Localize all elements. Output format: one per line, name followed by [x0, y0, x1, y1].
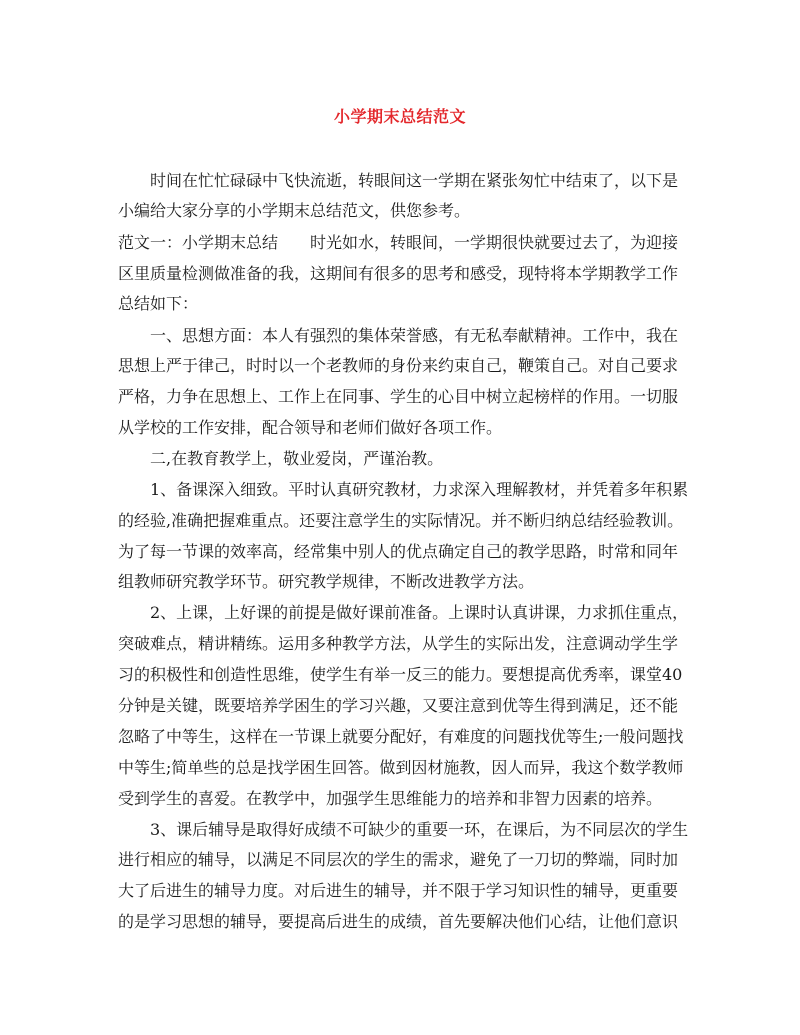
paragraph-line: 的经验,准确把握难重点。还要注意学生的实际情况。并不断归纳总结经验教训。 — [118, 511, 684, 530]
paragraph-line: 习的积极性和创造性思维，使学生有举一反三的能力。要想提高优秀率，课堂40 — [118, 665, 683, 684]
paragraph-line: 分钟是关键，既要培养学困生的学习兴趣，又要注意到优等生得到满足，还不能 — [118, 696, 679, 715]
paragraph-line: 3、课后辅导是取得好成绩不可缺少的重要一环，在课后，为不同层次的学生 — [150, 820, 689, 839]
paragraph-line: 区里质量检测做准备的我，这期间有很多的思考和感受，现特将本学期教学工作 — [118, 264, 679, 283]
paragraph-line: 的是学习思想的辅导，要提高后进生的成绩，首先要解决他们心结，让他们意识 — [118, 912, 679, 931]
paragraph-line: 严格，力争在思想上、工作上在同事、学生的心目中树立起榜样的作用。一切服 — [118, 387, 679, 406]
paragraph-line: 组教师研究教学环节。研究教学规律，不断改进教学方法。 — [118, 572, 535, 591]
paragraph-line: 二,在教育教学上，敬业爱岗，严谨治教。 — [150, 449, 444, 468]
paragraph-line: 一、思想方面：本人有强烈的集体荣誉感，有无私奉献精神。工作中，我在 — [150, 326, 679, 345]
paragraph-line: 进行相应的辅导，以满足不同层次的学生的需求，避免了一刀切的弊端，同时加 — [118, 850, 679, 869]
document-title: 小学期末总结范文 — [333, 107, 466, 126]
paragraph-line: 受到学生的喜爱。在教学中，加强学生思维能力的培养和非智力因素的培养。 — [118, 789, 663, 808]
paragraph-line: 思想上严于律己，时时以一个老教师的身份来约束自己，鞭策自己。对自己要求 — [118, 356, 679, 375]
paragraph-line: 突破难点，精讲精练。运用多种教学方法，从学生的实际出发，注意调动学生学 — [118, 634, 679, 653]
paragraph-line: 为了每一节课的效率高，经常集中别人的优点确定自己的教学思路，时常和同年 — [118, 542, 679, 561]
paragraph-line: 大了后进生的辅导力度。对后进生的辅导，并不限于学习知识性的辅导，更重要 — [118, 881, 679, 900]
paragraph-line: 中等生;简单些的总是找学困生回答。做到因材施教，因人而异，我这个数学教师 — [118, 758, 684, 777]
paragraph-line: 总结如下： — [118, 294, 199, 313]
paragraph-line: 时间在忙忙碌碌中飞快流逝，转眼间这一学期在紧张匆忙中结束了，以下是 — [150, 171, 679, 190]
paragraph-line: 从学校的工作安排，配合领导和老师们做好各项工作。 — [118, 418, 503, 437]
paragraph-line: 1、备课深入细致。平时认真研究教材，力求深入理解教材，并凭着多年积累 — [150, 480, 689, 499]
paragraph-line: 小编给大家分享的小学期末总结范文，供您参考。 — [118, 201, 471, 220]
paragraph-line: 忽略了中等生，这样在一节课上就要分配好，有难度的问题找优等生;一般问题找 — [118, 727, 684, 746]
paragraph-line: 2、上课，上好课的前提是做好课前准备。上课时认真讲课，力求抓住重点， — [150, 603, 689, 622]
paragraph-line: 范文一：小学期末总结 时光如水，转眼间，一学期很快就要过去了，为迎接 — [118, 233, 679, 252]
